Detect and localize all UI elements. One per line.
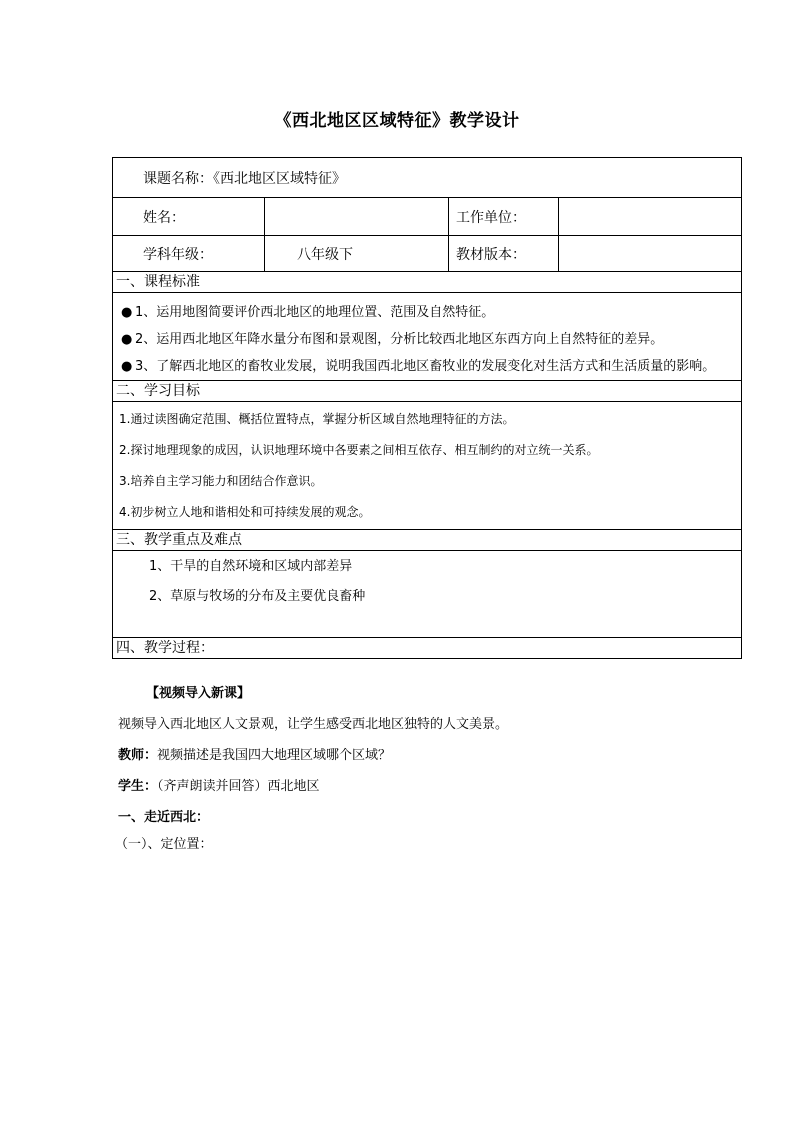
lesson-info-table bbox=[112, 157, 742, 659]
video-heading: 【视频导入新课】 bbox=[146, 686, 251, 701]
video-description: 视频导入西北地区人文景观，让学生感受西北地区独特的人文美景。 bbox=[118, 717, 509, 732]
goal-item: 2.探讨地理现象的成因，认识地理环境中各要素之间相互依存、相互制约的对立统一关系。 bbox=[119, 443, 599, 457]
section-header-row bbox=[113, 530, 742, 551]
key-point-item: 2、草原与牧场的分布及主要优良畜种 bbox=[149, 589, 366, 604]
standard-text: 2、运用西北地区年降水量分布图和景观图，分析比较西北地区东西方向上自然特征的差异。 bbox=[135, 332, 664, 347]
textbook-value bbox=[559, 236, 742, 272]
teacher-line bbox=[118, 744, 391, 763]
teacher-label: 教师： bbox=[118, 748, 158, 763]
workplace-label: 工作单位： bbox=[449, 198, 559, 236]
grade-row bbox=[113, 236, 742, 272]
workplace-value bbox=[559, 198, 742, 236]
topic-row bbox=[113, 158, 742, 198]
key-points-row bbox=[113, 551, 742, 638]
part1-subheading: （一）、定位置： bbox=[115, 837, 213, 852]
student-line bbox=[118, 775, 320, 794]
topic-label: 课题名称：《西北地区区域特征》 bbox=[113, 158, 742, 198]
part1-heading: 一、走近西北： bbox=[118, 810, 210, 825]
goal-item: 1.通过读图确定范围、概括位置特点，掌握分析区域自然地理特征的方法。 bbox=[119, 412, 515, 426]
bullet-icon: ● bbox=[121, 359, 133, 374]
key-points-cell bbox=[113, 551, 742, 638]
name-label: 姓名： bbox=[113, 198, 265, 236]
bullet-icon: ● bbox=[121, 332, 133, 347]
standard-text: 3、了解西北地区的畜牧业发展，说明我国西北地区畜牧业的发展变化对生活方式和生活质量的影响。 bbox=[135, 359, 716, 374]
section-header-row bbox=[113, 638, 742, 659]
section-header-process: 四、教学过程： bbox=[113, 638, 742, 659]
grade-label: 学科年级： bbox=[113, 236, 265, 272]
standard-item bbox=[113, 303, 735, 322]
section-header-goals: 二、学习目标 bbox=[113, 381, 742, 402]
student-text: （齐声朗读并回答）西北地区 bbox=[157, 779, 320, 794]
textbook-label: 教材版本： bbox=[449, 236, 559, 272]
goal-item: 4.初步树立人地和谐相处和可持续发展的观念。 bbox=[119, 505, 371, 519]
standards-cell bbox=[113, 293, 742, 381]
section-header-standards: 一、课程标准 bbox=[113, 272, 742, 293]
name-row bbox=[113, 198, 742, 236]
teacher-text: 视频描述是我国四大地理区域哪个区域？ bbox=[157, 748, 392, 763]
standards-row bbox=[113, 293, 742, 381]
student-label: 学生： bbox=[118, 779, 158, 794]
section-header-key-points: 三、教学重点及难点 bbox=[113, 530, 742, 551]
key-point-item: 1、干旱的自然环境和区域内部差异 bbox=[149, 559, 353, 574]
page-title: 《西北地区区域特征》教学设计 bbox=[274, 111, 520, 131]
grade-value: 八年级下 bbox=[265, 236, 449, 272]
section-header-row bbox=[113, 272, 742, 293]
standard-item bbox=[113, 330, 735, 349]
bullet-icon: ● bbox=[121, 305, 133, 320]
name-value bbox=[265, 198, 449, 236]
standard-item bbox=[113, 357, 735, 376]
standard-text: 1、运用地图简要评价西北地区的地理位置、范围及自然特征。 bbox=[135, 305, 495, 320]
section-header-row bbox=[113, 381, 742, 402]
goal-item: 3.培养自主学习能力和团结合作意识。 bbox=[119, 474, 323, 488]
goals-cell bbox=[113, 402, 742, 530]
goals-row bbox=[113, 402, 742, 530]
